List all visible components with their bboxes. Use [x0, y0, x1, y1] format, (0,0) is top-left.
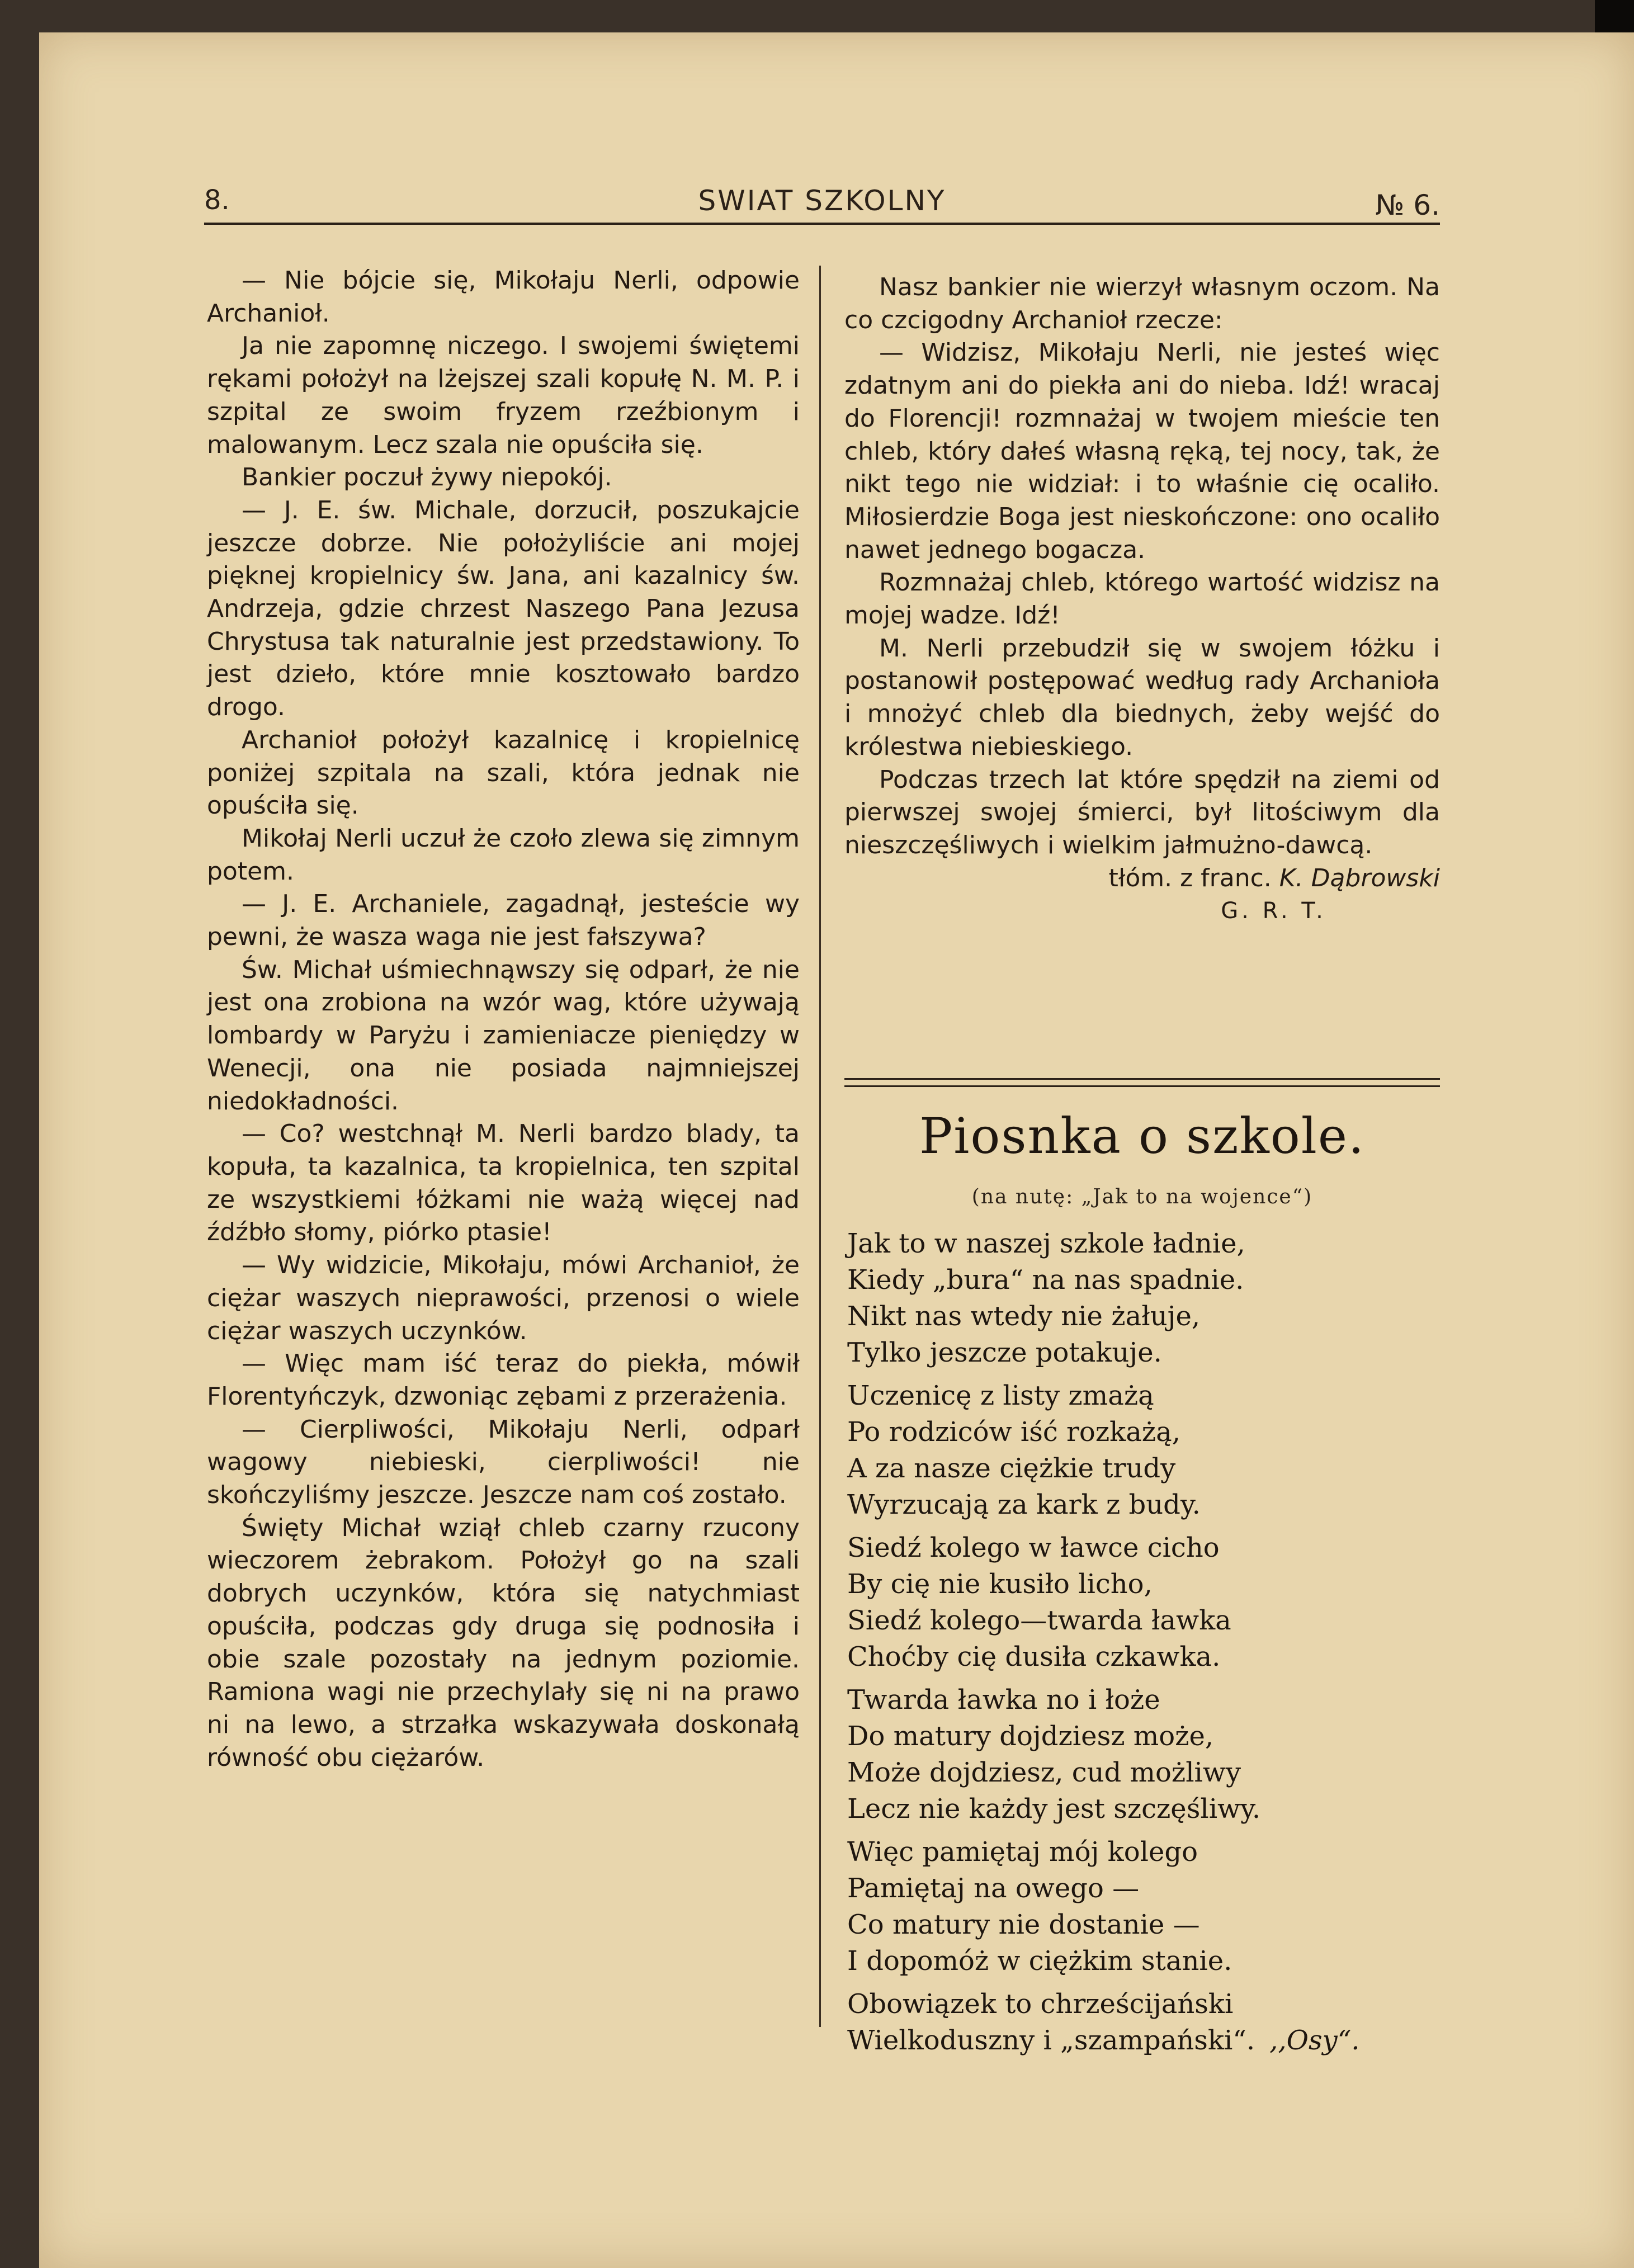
verse-line: Uczenicę z listy zmażą: [847, 1380, 1154, 1411]
stanza: [847, 1378, 1446, 1523]
verse-line: Po rodziców iść rozkażą,: [847, 1416, 1180, 1448]
paragraph: Nasz bankier nie wierzył własnym oczom. Na co czcigodny Archanioł rzecze:: [844, 273, 1440, 334]
stanza: [847, 1834, 1446, 1979]
verse-line: Może dojdziesz, cud możliwy: [847, 1757, 1241, 1788]
page-number: 8.: [204, 185, 230, 216]
verse-line: Do matury dojdziesz może,: [847, 1721, 1214, 1752]
poem-subtitle: (na nutę: „Jak to na wojence“): [971, 1185, 1313, 1208]
page-header: [204, 185, 1440, 225]
credit-initials: G. R. T.: [1221, 897, 1326, 924]
translator-name: K. Dąbrowski: [1279, 863, 1440, 892]
verse-line: Siedź kolego w ławce cicho: [847, 1532, 1220, 1563]
translator-credit: [844, 862, 1440, 895]
verse-line: Tylko jeszcze potakuje.: [847, 1337, 1162, 1368]
paragraph: — Widzisz, Mikołaju Nerli, nie jesteś więc zdatnym ani do piekła ani do nieba. Idź! wracaj do Florencji! rozmnażaj w twojem mieście ten chleb, który dałeś własną ręką, tej nocy, tak, że nikt tego nie widział: i to właśnie cię ocaliło. Miłosierdzie Boga jest nieskończone: ono ocaliło nawet jednego bogacza.: [844, 338, 1440, 564]
left-column: [207, 264, 800, 1774]
stanza: [847, 1226, 1446, 1371]
verse-text: Wielkoduszny i „szampański“.: [847, 2025, 1255, 2056]
stanza: [847, 1682, 1446, 1827]
verse-line: Więc pamiętaj mój kolego: [847, 1836, 1198, 1868]
paragraph: — Więc mam iść teraz do piekła, mówił Florentyńczyk, dzwoniąc zębami z przerażenia.: [207, 1349, 800, 1411]
stanza: [847, 1530, 1446, 1675]
verse-line: Nikt nas wtedy nie żałuje,: [847, 1301, 1201, 1332]
poem-signature: ,,Osy“.: [1269, 2025, 1360, 2056]
verse-line: By cię nie kusiło licho,: [847, 1568, 1153, 1600]
paragraph: — Wy widzicie, Mikołaju, mówi Archanioł, że ciężar waszych nieprawości, przenosi o wiele ciężar waszych uczynków.: [207, 1251, 800, 1345]
paragraph: Archanioł położył kazalnicę i kropielnicę poniżej szpitala na szali, która jednak nie opuściła się.: [207, 725, 800, 820]
verse-line: I dopomóż w ciężkim stanie.: [847, 1945, 1232, 1977]
paragraph: — Nie bójcie się, Mikołaju Nerli, odpowie Archanioł.: [207, 266, 800, 328]
paragraph: Rozmnażaj chleb, którego wartość widzisz na mojej wadze. Idź!: [844, 568, 1440, 630]
poem-body: [847, 1226, 1446, 2066]
verse-line: Siedź kolego—twarda ławka: [847, 1605, 1231, 1636]
verse-line: A za nasze ciężkie trudy: [847, 1453, 1176, 1484]
paragraph: — J. E. św. Michale, dorzucił, poszukajcie jeszcze dobrze. Nie położyliście ani mojej pięknej kropielnicy św. Jana, ani kazalnicy św. Andrzeja, gdzie chrzest Naszego Pana Jezusa Chrystusa tak naturalnie jest przedstawiony. To jest dzieło, które mnie kosztowało bardzo drogo.: [207, 495, 800, 722]
paragraph: Święty Michał wziął chleb czarny rzucony wieczorem żebrakom. Położył go na szali dobrych uczynków, która się natychmiast opuściła, podczas gdy druga się podnosiła i obie szale pozostały na jednym poziomie. Ramiona wagi nie przechylały się ni na prawo ni na lewo, a strzałka wskazywała doskonałą równość obu ciężarów.: [207, 1513, 800, 1772]
stanza: [847, 1986, 1446, 2059]
header-rule: [204, 223, 1440, 225]
credit-prefix: tłóm. z franc.: [1108, 863, 1272, 892]
verse-line: Wyrzucają za kark z budy.: [847, 1489, 1201, 1520]
paragraph: Św. Michał uśmiechnąwszy się odparł, że nie jest ona zrobiona na wzór wag, które używają lombardy w Paryżu i zamieniacze pieniędzy w Wenecji, ona nie posiada najmniejszej niedokładności.: [207, 955, 800, 1116]
verse-line: Obowiązek to chrześcijański: [847, 1988, 1234, 2020]
verse-line: Jak to w naszej szkole ładnie,: [847, 1228, 1245, 1259]
paragraph: — Cierpliwości, Mikołaju Nerli, odparł wagowy niebieski, cierpliwości! nie skończyliśmy jeszcze. Jeszcze nam coś zostało.: [207, 1415, 800, 1510]
paragraph: Ja nie zapomnę niczego. I swojemi świętemi rękami położył na lżejszej szali kopułę N. M. P. i szpital ze swoim fryzem rzeźbionym i malowanym. Lecz szala nie opuściła się.: [207, 332, 800, 459]
journal-title: SWIAT SZKOLNY: [698, 185, 946, 217]
verse-line: Twarda ławka no i łoże: [847, 1684, 1160, 1716]
verse-line: Co matury nie dostanie —: [847, 1909, 1200, 1940]
verse-line: Kiedy „bura“ na nas spadnie.: [847, 1264, 1244, 1296]
verse-line: Lecz nie każdy jest szczęśliwy.: [847, 1793, 1261, 1825]
column-divider: [819, 266, 821, 2027]
paragraph: Mikołaj Nerli uczuł że czoło zlewa się zimnym potem.: [207, 824, 800, 886]
issue-number: № 6.: [1375, 189, 1440, 221]
verse-line: [847, 2023, 1446, 2059]
right-column: [844, 271, 1440, 927]
verse-line: Pamiętaj na owego —: [847, 1873, 1140, 1904]
section-divider: [844, 1078, 1440, 1087]
paragraph: M. Nerli przebudził się w swojem łóżku i postanowił postępować według rady Archanioła i mnożyć chleb dla biednych, żeby wejść do królestwa niebieskiego.: [844, 634, 1440, 761]
paragraph: — J. E. Archaniele, zagadnął, jesteście wy pewni, że wasza waga nie jest fałszywa?: [207, 890, 800, 952]
paragraph: Podczas trzech lat które spędził na ziemi od pierwszej swojej śmierci, był litościwym dla nieszczęśliwych i wielkim jałmużno-dawcą.: [844, 765, 1440, 859]
paragraph: — Co? westchnął M. Nerli bardzo blady, ta kopuła, ta kazalnica, ta kropielnica, ten szpital ze wszystkiemi łóżkami nie ważą więcej nad źdźbło słomy, piórko ptasie!: [207, 1119, 800, 1247]
verse-line: Choćby cię dusiła czkawka.: [847, 1641, 1221, 1672]
poem-title: Piosnka o szkole.: [919, 1107, 1365, 1165]
paragraph: Bankier poczuł żywy niepokój.: [242, 463, 612, 492]
